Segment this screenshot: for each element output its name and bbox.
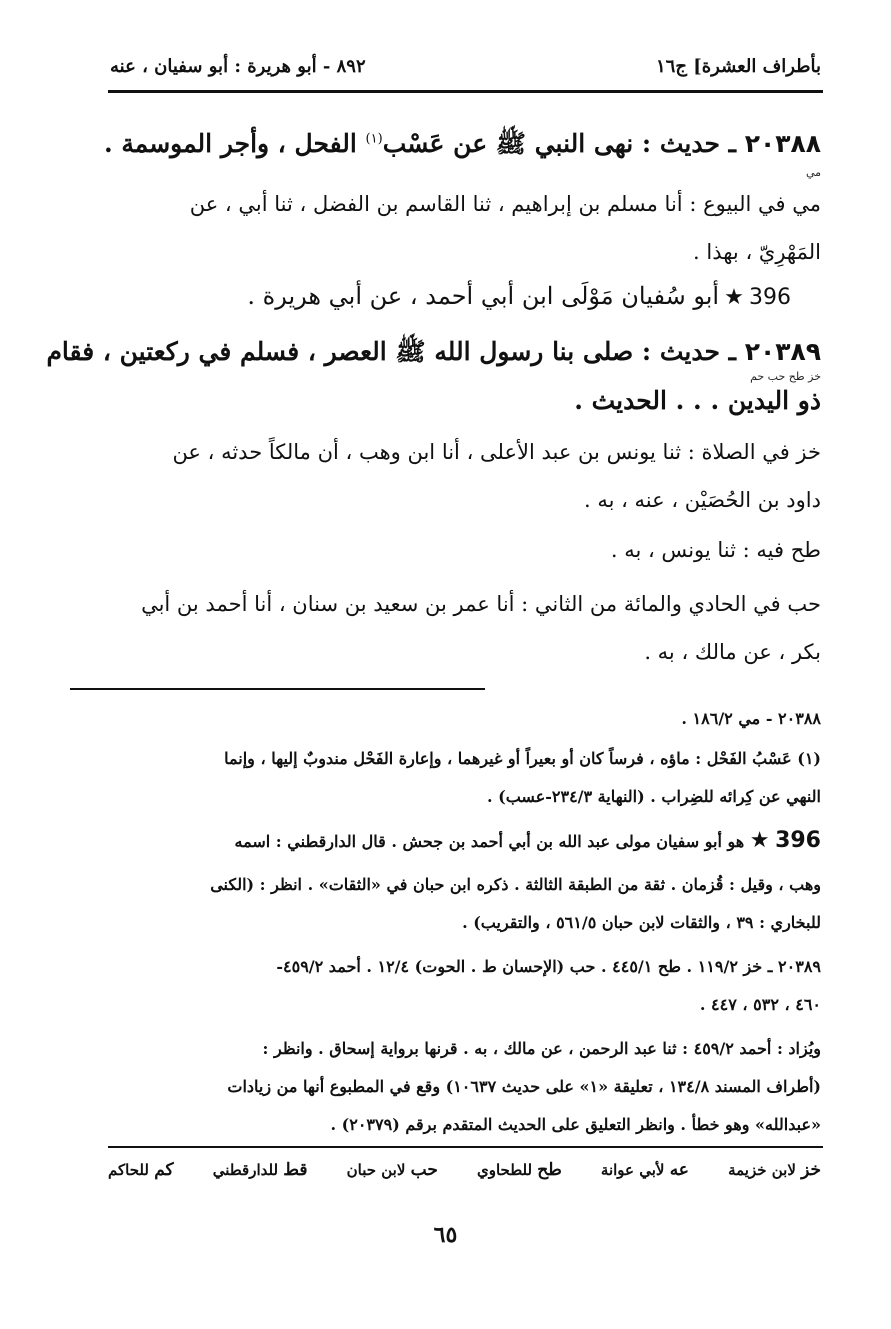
legend-item: عه لأبي عوانة bbox=[600, 1160, 689, 1180]
footnote-rule bbox=[70, 688, 485, 690]
entry-20389-heading bbox=[46, 336, 821, 373]
star-icon: ★ bbox=[724, 285, 744, 310]
entry-text-end: الفحل ، وأجر الموسمة . bbox=[103, 129, 366, 158]
footnote-line: ٢٠٣٨٩ ـ خز ١١٩/٢ . طح ٤٤٥/١ . حب (الإحسان ط . الحوت) ١٢/٤ . أحمد ٤٥٩/٢- bbox=[276, 957, 821, 976]
entry-number: ٢٠٣٨٨ bbox=[744, 129, 821, 158]
entry-20389-source-line-3: طح فيه : ثنا يونس ، به . bbox=[610, 538, 821, 562]
legend-item: قط للدارقطني bbox=[212, 1160, 308, 1180]
entry-20389-source-line-4: حب في الحادي والمائة من الثاني : أنا عمر بن سعيد بن سنان ، أنا أحمد بن أبي bbox=[141, 592, 821, 616]
running-header-right: بأطراف العشرة] ج١٦ bbox=[655, 56, 821, 77]
entry-20388-source-line: مي في البيوع : أنا مسلم بن إبراهيم ، ثنا القاسم بن الفضل ، ثنا أبي ، عن bbox=[189, 192, 821, 216]
footnote-line: النهي عن كِرائه للضِراب . (النهاية ٢٣٤/٣-عسب) . bbox=[487, 787, 821, 806]
footnote-line: ٤٦٠ ، ٥٣٢ ، ٤٤٧ . bbox=[699, 995, 821, 1014]
source-sigla: مي bbox=[805, 166, 821, 179]
footnote-line: ويُزاد : أحمد ٤٥٩/٢ : ثنا عبد الرحمن ، عن مالك ، به . قرنها برواية إسحاق . وانظر : bbox=[262, 1039, 821, 1058]
entry-20388-source-line-2: المَهْرِيّ ، بهذا . bbox=[693, 240, 821, 264]
running-header-left: ٨٩٢ - أبو هريرة : أبو سفيان ، عنه bbox=[110, 56, 366, 77]
narrator-number: 396 bbox=[749, 285, 791, 310]
footnote-text: هو أبو سفيان مولى عبد الله بن أبي أحمد بن جحش . قال الدارقطني : اسمه bbox=[234, 832, 745, 851]
legend-rule bbox=[108, 1146, 823, 1148]
entry-20389-source-line-5: بكر ، عن مالك ، به . bbox=[644, 640, 821, 664]
entry-20389-source-line-2: داود بن الحُصَيْن ، عنه ، به . bbox=[583, 488, 821, 512]
legend-item: حب لابن حبان bbox=[346, 1160, 438, 1180]
narrator-text: أبو سُفيان مَوْلَى ابن أبي أحمد ، عن أبي هريرة . bbox=[247, 282, 720, 310]
star-icon: ★ bbox=[749, 828, 770, 853]
entry-20389-heading-line-2: ذو اليدين . . . الحديث . bbox=[574, 386, 821, 415]
legend-item: خز لابن خزيمة bbox=[728, 1160, 821, 1180]
footnote-line: للبخاري : ٣٩ ، والثقات لابن حبان ٥٦١/٥ ، والتقريب) . bbox=[462, 913, 821, 932]
footnote-ref: (١) bbox=[365, 131, 383, 147]
footnote-line: (أطراف المسند ١٣٤/٨ ، تعليقة «١» على حديث ١٠٦٣٧) وقع في المطبوع أنها من زيادات bbox=[227, 1077, 821, 1096]
abbreviation-legend bbox=[108, 1160, 821, 1180]
footnote-line: وهب ، وقيل : قُزمان . ثقة من الطبقة الثالثة . ذكره ابن حبان في «الثقات» . انظر : (الكنى bbox=[210, 875, 821, 894]
entry-20388-heading bbox=[103, 128, 821, 165]
footnote-line: «عبدالله» وهو خطأ . وانظر التعليق على الحديث المتقدم برقم (٢٠٣٧٩) . bbox=[330, 1115, 821, 1134]
narrator-heading bbox=[110, 282, 791, 310]
entry-20389-source-line: خز في الصلاة : ثنا يونس بن عبد الأعلى ، أنا ابن وهب ، أن مالكاً حدثه ، عن bbox=[172, 440, 821, 464]
legend-item: طح للطحاوي bbox=[476, 1160, 562, 1180]
footnote-line: ٢٠٣٨٨ - مي ١٨٦/٢ . bbox=[681, 709, 821, 728]
header-rule bbox=[108, 90, 823, 93]
entry-text: ـ حديث : نهى النبي ﷺ عن عَسْب bbox=[382, 129, 736, 158]
legend-item: كم للحاكم bbox=[108, 1160, 174, 1180]
entry-number: ٢٠٣٨٩ bbox=[744, 337, 821, 366]
page-number: ٦٥ bbox=[433, 1222, 458, 1248]
source-sigla: خز طح حب حم bbox=[750, 370, 821, 383]
narrator-number: 396 bbox=[775, 828, 821, 853]
entry-text: ـ حديث : صلى بنا رسول الله ﷺ العصر ، فسلم في ركعتين ، فقام bbox=[46, 337, 736, 366]
footnote-line: (١) عَسْبُ الفَحْل : ماؤه ، فرساً كان أو بعيراً أو غيرهما ، وإعارة الفَحْل مندوبٌ إليها ، وإنما bbox=[224, 749, 821, 768]
footnote-line bbox=[108, 822, 821, 861]
